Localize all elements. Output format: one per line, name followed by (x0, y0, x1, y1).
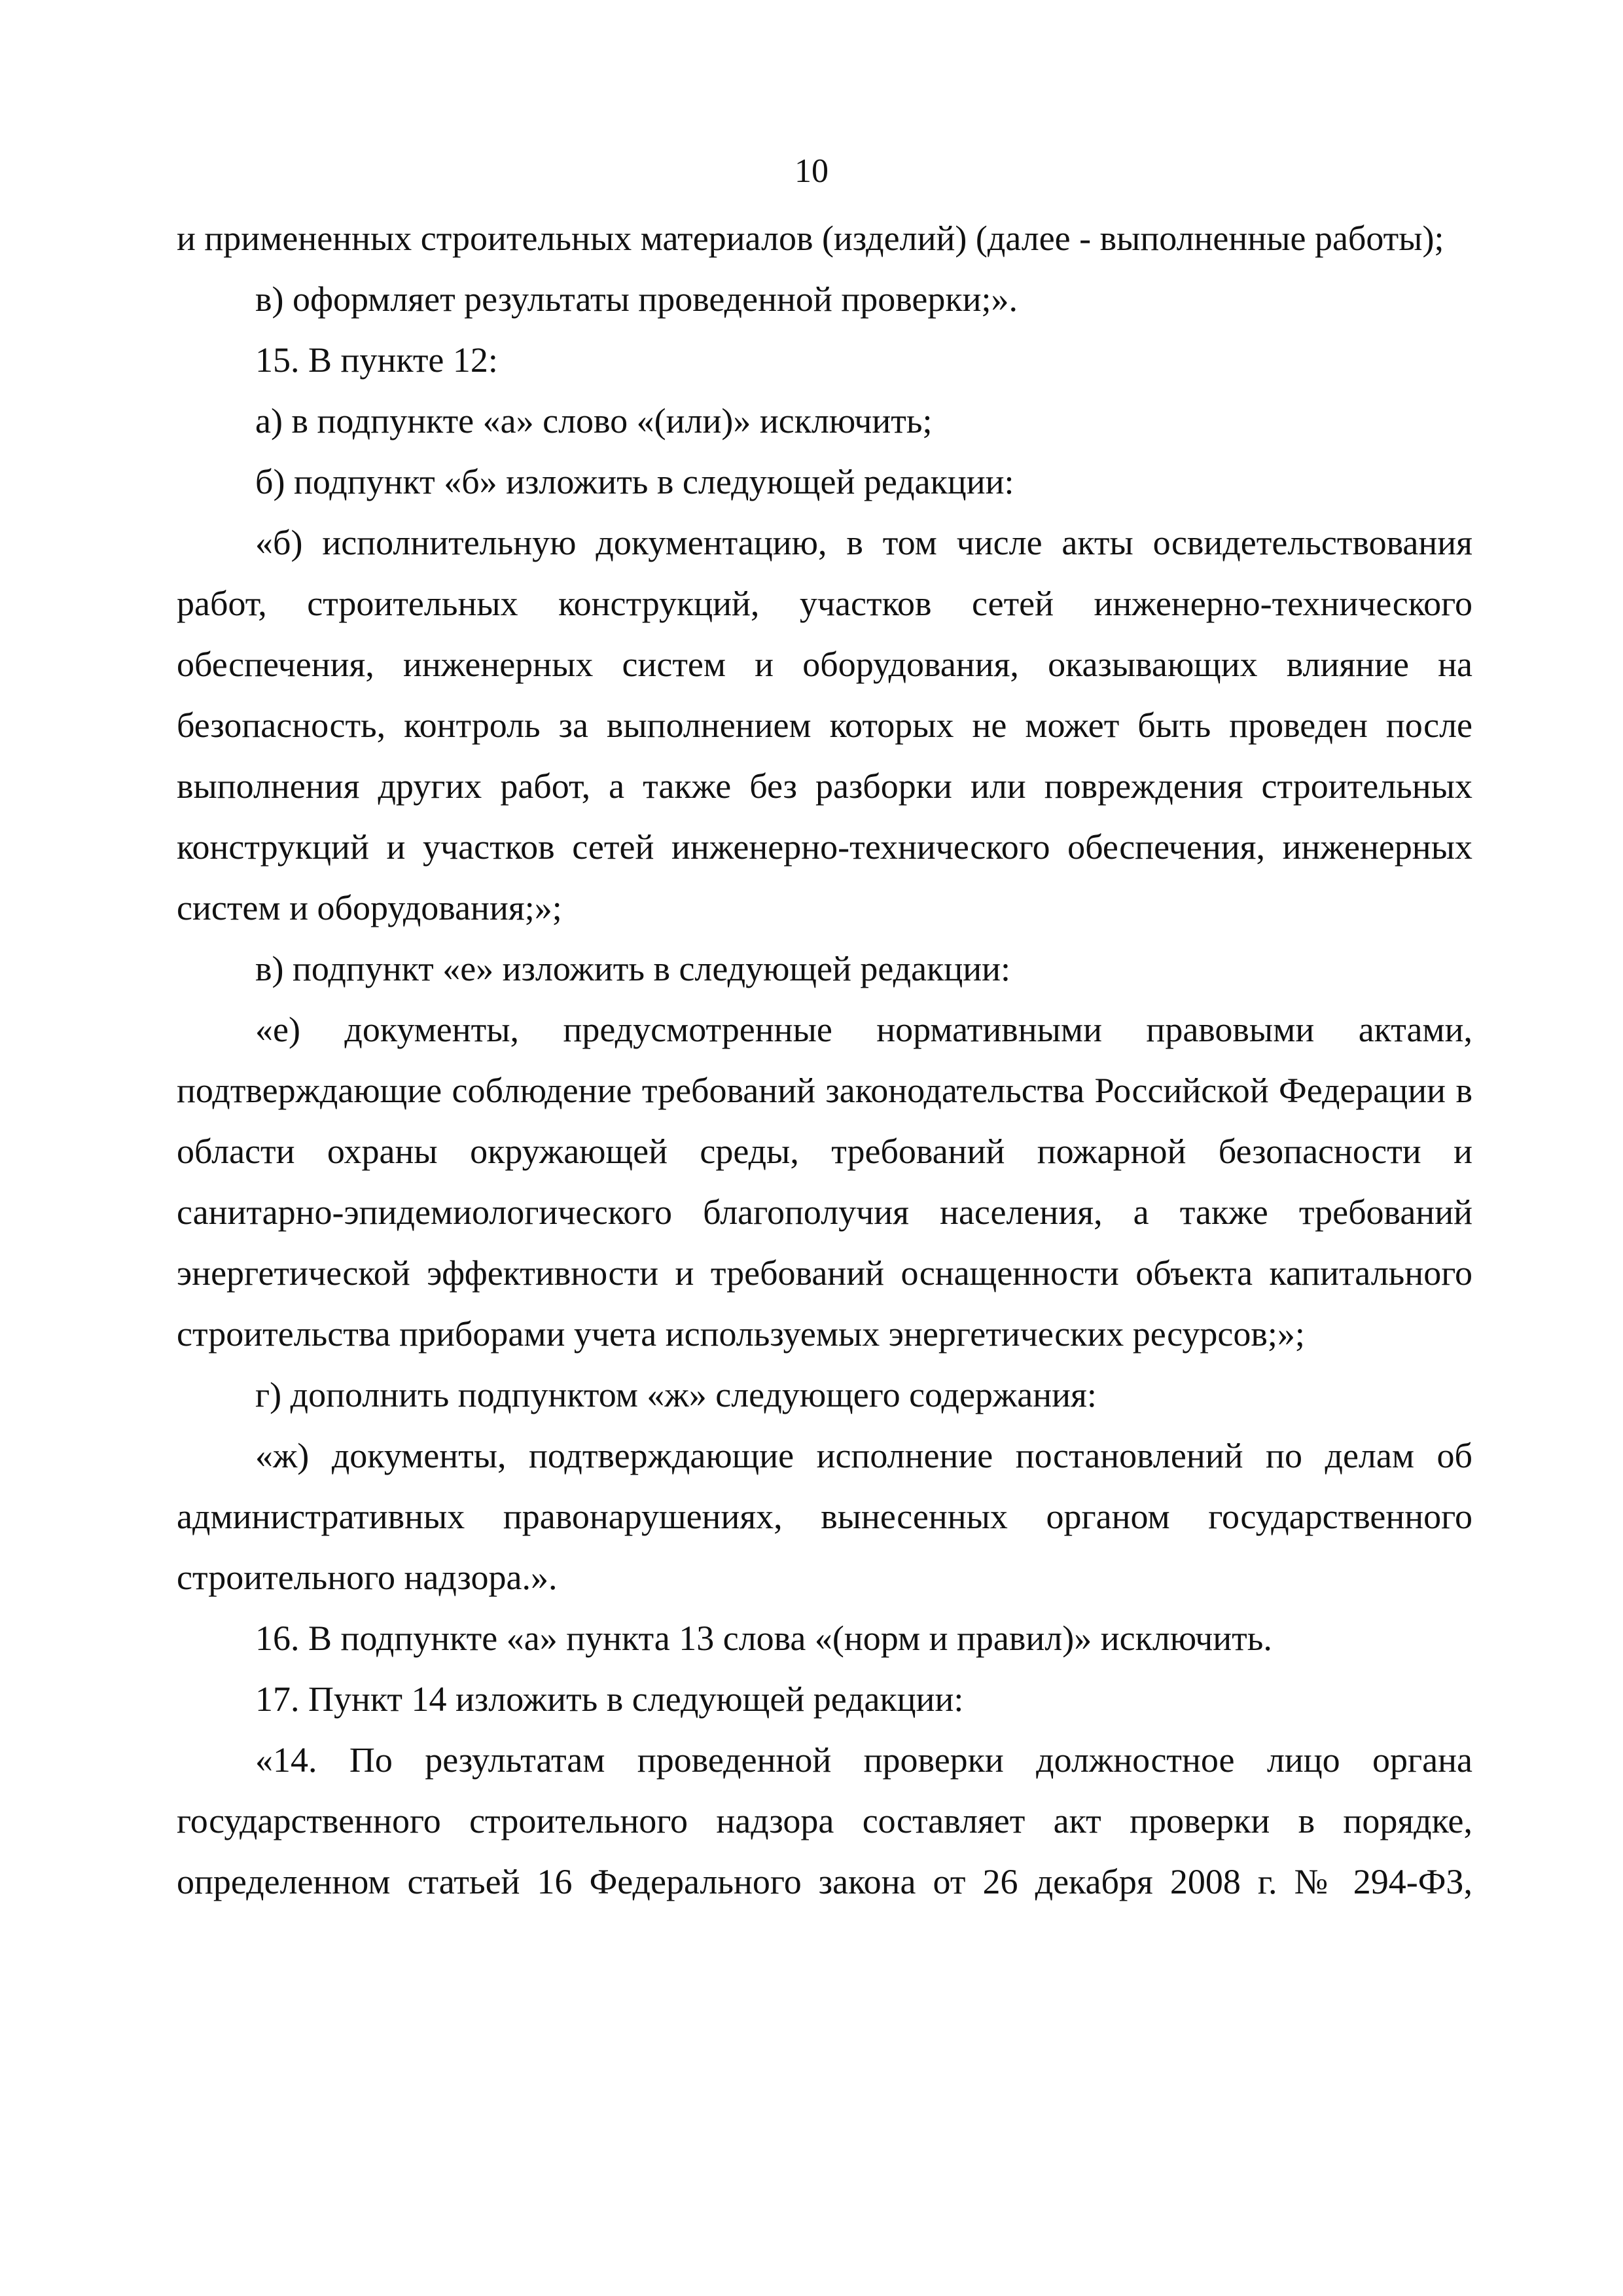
paragraph-item-15: 15. В пункте 12: (255, 340, 498, 380)
paragraph-quote-zh: «ж) документы, подтверждающие исполнение постановлений по делам об административных правонарушениях, вынесенных органом государственного строительного надзора.». (177, 1436, 1472, 1597)
paragraph-continuation: и примененных строительных материалов (изделий) (далее - выполненные работы); (177, 219, 1444, 258)
paragraph-item-17: 17. Пункт 14 изложить в следующей редакции: (255, 1679, 964, 1719)
page-number: 10 (794, 152, 829, 190)
paragraph-subitem-g: г) дополнить подпунктом «ж» следующего содержания: (255, 1375, 1097, 1414)
paragraph-subitem-b: б) подпункт «б» изложить в следующей редакции: (255, 462, 1014, 501)
paragraph-subitem-a: а) в подпункте «а» слово «(или)» исключить; (255, 401, 933, 440)
document-body (177, 208, 1472, 1912)
paragraph-subitem-v: в) подпункт «е» изложить в следующей редакции: (255, 949, 1011, 988)
paragraph-quote-b: «б) исполнительную документацию, в том числе акты освидетельствования работ, строительных конструкций, участков сетей инженерно-технического обеспечения, инженерных систем и оборудования, оказывающих влияние на безопасность, контроль за выполнением которых не может быть проведен после выполнения других работ, а также без разборки или повреждения строительных конструкций и участков сетей инженерно-технического обеспечения, инженерных систем и оборудования;»; (177, 523, 1472, 927)
paragraph-quote-e: «е) документы, предусмотренные нормативными правовыми актами, подтверждающие соблюдение требований законодательства Российской Федерации в области охраны окружающей среды, требований пожарной безопасности и санитарно-эпидемиологического благополучия населения, а также требований энергетической эффективности и требований оснащенности объекта капитального строительства приборами учета используемых энергетических ресурсов;»; (177, 1010, 1472, 1354)
paragraph-item-16: 16. В подпункте «а» пункта 13 слова «(норм и правил)» исключить. (255, 1619, 1272, 1658)
paragraph-item-v-results: в) оформляет результаты проведенной проверки;». (255, 279, 1018, 319)
paragraph-quote-14: «14. По результатам проведенной проверки должностное лицо органа государственного строительного надзора составляет акт проверки в порядке, определенном статьей 16 Федерального закона от 26 декабря 2008 г. № 294-ФЗ, (177, 1740, 1472, 1901)
